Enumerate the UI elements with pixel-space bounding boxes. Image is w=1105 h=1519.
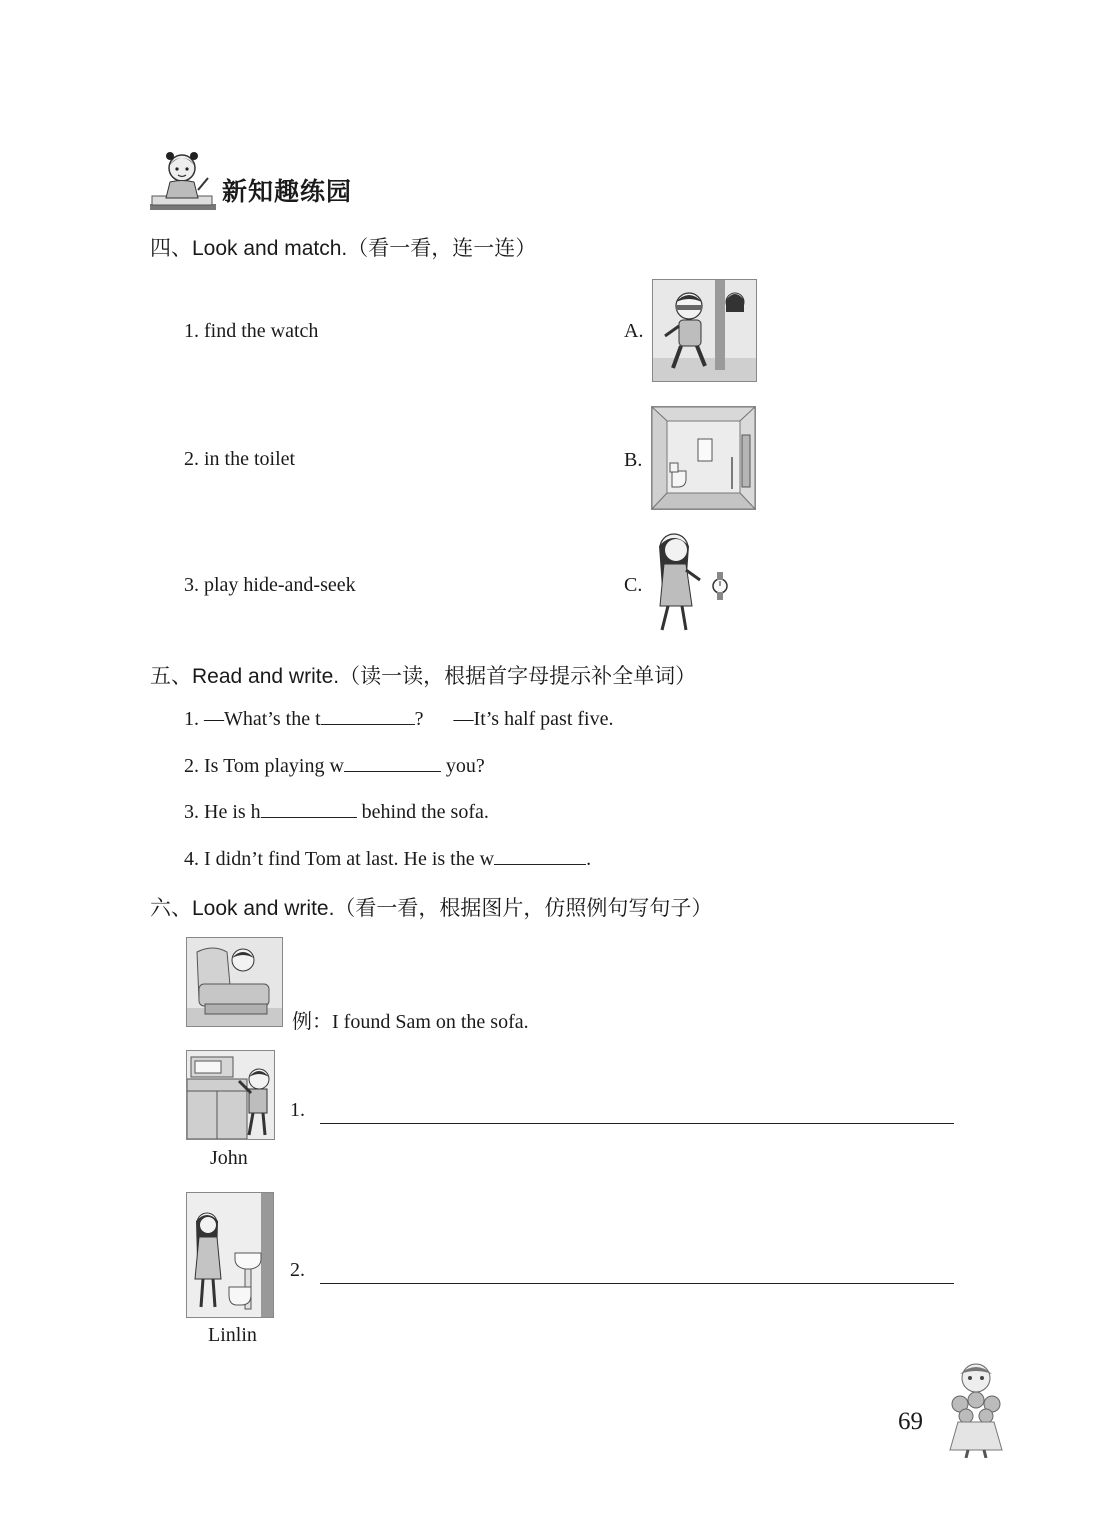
match-option-c-label: C. bbox=[624, 574, 643, 596]
question-3-end: behind the sofa. bbox=[356, 801, 489, 823]
answer-blank-2[interactable] bbox=[344, 753, 441, 772]
fill-question-2 bbox=[184, 753, 485, 778]
question-4-text: 4. I didn’t find Tom at last. He is the w bbox=[184, 848, 495, 870]
question-1-text: 1. —What’s the t bbox=[184, 708, 321, 730]
section-4-title: 四、Look and match.（看一看，连一连） bbox=[150, 237, 537, 260]
answer-blank-1[interactable] bbox=[321, 706, 415, 725]
fill-question-1 bbox=[184, 706, 614, 731]
john-kitchen-picture bbox=[186, 1050, 275, 1140]
picture-1-name: John bbox=[210, 1147, 248, 1169]
section-5-title: 五、Read and write.（读一读，根据首字母提示补全单词） bbox=[150, 665, 697, 688]
sofa-example-picture bbox=[186, 937, 283, 1027]
picture-2-name: Linlin bbox=[208, 1324, 257, 1346]
match-item-3: 3. play hide-and-seek bbox=[184, 574, 356, 596]
toilet-room-picture bbox=[651, 406, 756, 510]
fill-question-4 bbox=[184, 846, 591, 871]
hide-and-seek-picture bbox=[652, 279, 757, 382]
answer-blank-4[interactable] bbox=[494, 846, 586, 865]
question-2-text: 2. Is Tom playing w bbox=[184, 755, 344, 777]
match-item-2: 2. in the toilet bbox=[184, 448, 296, 470]
mascot-reading-girl-icon bbox=[148, 146, 218, 214]
linlin-bathroom-picture bbox=[186, 1192, 274, 1318]
find-watch-picture bbox=[646, 530, 736, 636]
answer-number-2: 2. bbox=[290, 1259, 305, 1281]
answer-line-2[interactable] bbox=[320, 1283, 954, 1284]
question-1-answer: —It’s half past five. bbox=[453, 708, 614, 730]
flower-girl-decoration-icon bbox=[936, 1358, 1016, 1458]
question-3-text: 3. He is h bbox=[184, 801, 261, 823]
answer-number-1: 1. bbox=[290, 1099, 305, 1121]
example-sentence: 例：I found Sam on the sofa. bbox=[292, 1011, 529, 1033]
match-item-1: 1. find the watch bbox=[184, 320, 319, 342]
answer-blank-3[interactable] bbox=[261, 799, 357, 818]
answer-line-1[interactable] bbox=[320, 1123, 954, 1124]
match-option-a-label: A. bbox=[624, 320, 644, 342]
page-number: 69 bbox=[898, 1408, 923, 1435]
question-1-mark: ? bbox=[414, 708, 424, 730]
question-4-end: . bbox=[586, 848, 592, 870]
fill-question-3 bbox=[184, 799, 489, 824]
question-2-end: you? bbox=[440, 755, 485, 777]
section-6-title: 六、Look and write.（看一看，根据图片，仿照例句写句子） bbox=[150, 897, 713, 920]
section-header-title: 新知趣练园 bbox=[222, 178, 353, 206]
match-option-b-label: B. bbox=[624, 449, 643, 471]
